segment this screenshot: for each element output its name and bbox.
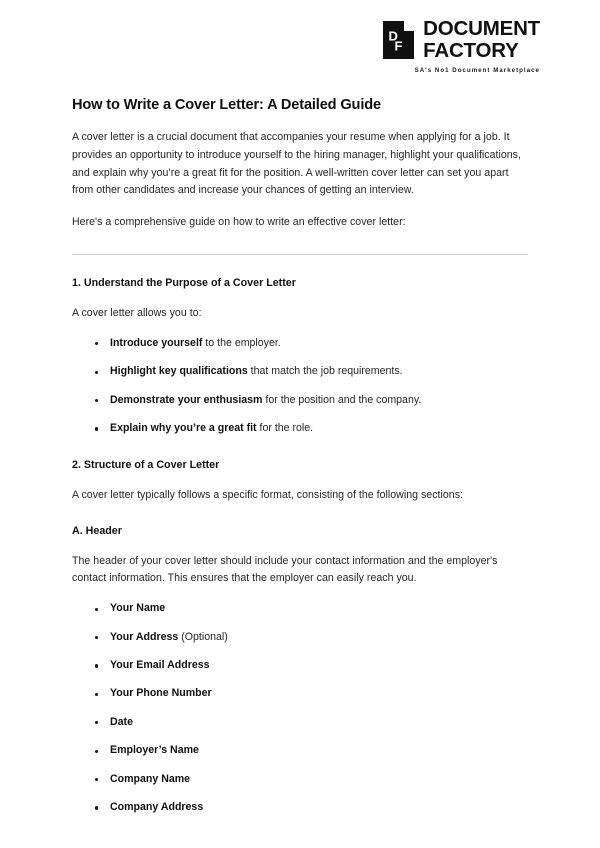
subsection-a-heading: A. Header (72, 524, 122, 537)
list-item-bold: Your Name (110, 602, 166, 615)
list-item (72, 800, 528, 816)
document-content (0, 96, 600, 816)
list-item (72, 421, 528, 437)
intro-paragraph: A cover letter is a crucial document that accompanies your resume when applying for a job. It provides an opportunity to introduce yourself to the hiring manager, highlight your qualifications, and explain why you’re a great fit for the position. A well-written cover letter can set you apart from other candidates and increase your chances of getting an interview. (72, 131, 521, 197)
logo-wordmark-line1: DOCUMENT (423, 17, 540, 40)
list-item (72, 630, 528, 646)
section-divider (72, 254, 528, 255)
list-item-rest: for the role. (256, 421, 314, 434)
svg-text:D: D (388, 28, 399, 44)
list-item-bold: Introduce yourself (110, 336, 203, 349)
list-item (72, 658, 528, 674)
list-item (72, 715, 528, 731)
list-item (72, 393, 528, 409)
list-item-bold: Date (110, 715, 133, 728)
list-item-rest: (Optional) (178, 630, 228, 643)
list-item-bold: Company Name (110, 772, 191, 785)
list-item-bold: Your Email Address (110, 658, 210, 671)
lead-in-paragraph: Here's a comprehensive guide on how to write an effective cover letter: (72, 216, 406, 229)
page-title: How to Write a Cover Letter: A Detailed Guide (72, 97, 381, 114)
logo-wordmark (423, 18, 540, 61)
list-item-bold: Demonstrate your enthusiasm (110, 393, 263, 406)
list-item-bold: Company Address (110, 800, 204, 813)
section-2-heading: 2. Structure of a Cover Letter (72, 458, 220, 471)
list-item (72, 743, 528, 759)
logo-tagline: SA's No1 Document Marketplace (414, 67, 540, 75)
list-item-rest: for the position and the company. (262, 393, 422, 406)
list-item (72, 364, 528, 380)
section-1-intro: A cover letter allows you to: (72, 306, 202, 319)
list-item (72, 686, 528, 702)
logo-main (383, 18, 540, 61)
list-item-bold: Your Phone Number (110, 687, 212, 700)
list-item-bold: Employer’s Name (110, 744, 199, 757)
list-item-rest: that match the job requirements. (247, 365, 403, 378)
document-header (0, 0, 600, 74)
list-item-bold: Your Address (110, 630, 179, 643)
list-item-bold: Explain why you’re a great fit (110, 421, 257, 434)
section-1-heading: 1. Understand the Purpose of a Cover Letter (72, 276, 296, 289)
subsection-a-paragraph: The header of your cover letter should include your contact information and the employer's contact information. This ensures that the employer can easily reach you. (72, 554, 498, 585)
logo-wordmark-line2: FACTORY (423, 38, 519, 62)
list-item (72, 772, 528, 788)
subsection-a-bullet-list (72, 601, 528, 816)
section-2-intro: A cover letter typically follows a specific format, consisting of the following sections: (72, 488, 463, 501)
document-page-icon (383, 21, 414, 59)
list-item-bold: Highlight key qualifications (110, 365, 248, 378)
document-factory-logo (383, 18, 540, 74)
svg-text:F: F (394, 38, 403, 54)
section-1-bullet-list (72, 336, 528, 437)
list-item (72, 336, 528, 352)
list-item-rest: to the employer. (202, 336, 281, 349)
list-item (72, 601, 528, 617)
